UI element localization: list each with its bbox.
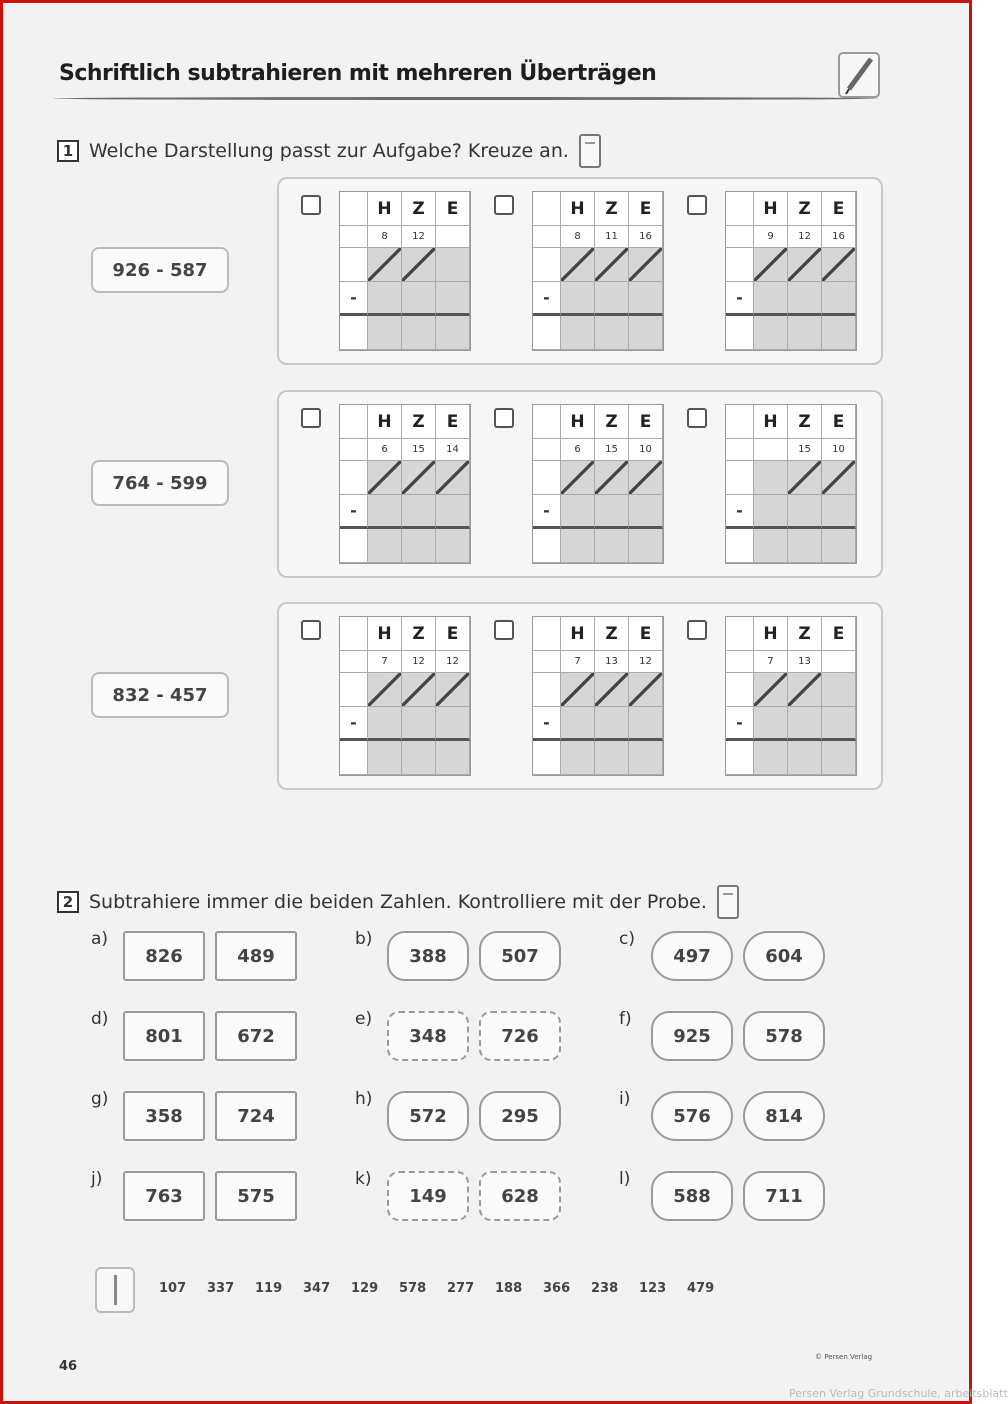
title-divider — [53, 97, 879, 100]
crossed-digit-cell — [402, 248, 436, 282]
grid-cell — [533, 529, 561, 563]
minus-sign: - — [533, 495, 561, 529]
number-card: 925 — [651, 1011, 733, 1061]
minus-sign: - — [726, 707, 754, 741]
carry-digit: 15 — [788, 439, 822, 461]
grid-cell — [726, 741, 754, 775]
worksheet-note-icon — [717, 885, 739, 919]
crossed-digit-cell — [561, 248, 595, 282]
result-cell — [595, 316, 629, 350]
number-card: 358 — [123, 1091, 205, 1141]
number-card: 572 — [387, 1091, 469, 1141]
crossed-digit-cell — [629, 248, 663, 282]
number-card: 578 — [743, 1011, 825, 1061]
digit-cell — [436, 495, 470, 529]
exercise-label: g) — [91, 1089, 109, 1109]
carry-digit: 16 — [629, 226, 663, 248]
carry-digit: 7 — [368, 651, 402, 673]
place-value-grid — [725, 616, 857, 776]
digit-cell — [754, 461, 788, 495]
exercise-label: i) — [619, 1089, 631, 1109]
exercise-label: c) — [619, 929, 635, 949]
result-cell — [629, 316, 663, 350]
carry-digit: 9 — [754, 226, 788, 248]
column-header: E — [629, 617, 663, 651]
result-cell — [788, 741, 822, 775]
crossed-digit-cell — [629, 673, 663, 707]
result-cell — [561, 316, 595, 350]
digit-cell — [754, 707, 788, 741]
carry-digit: 6 — [561, 439, 595, 461]
result-cell — [368, 741, 402, 775]
number-card: 489 — [215, 931, 297, 981]
crossed-digit-cell — [368, 461, 402, 495]
digit-cell — [368, 495, 402, 529]
exercise-label: j) — [91, 1169, 103, 1189]
carry-digit: 8 — [368, 226, 402, 248]
carry-digit: 16 — [822, 226, 856, 248]
crossed-digit-cell — [402, 673, 436, 707]
solution-number: 479 — [687, 1281, 715, 1296]
grid-cell — [726, 651, 754, 673]
pencil-icon — [837, 51, 881, 99]
solution-numbers — [159, 1281, 735, 1296]
column-header: H — [754, 405, 788, 439]
crossed-digit-cell — [788, 248, 822, 282]
number-card: 388 — [387, 931, 469, 981]
result-cell — [754, 741, 788, 775]
option-checkbox[interactable] — [687, 408, 707, 428]
solution-number: 188 — [495, 1281, 523, 1296]
grid-cell — [726, 673, 754, 707]
digit-cell — [595, 282, 629, 316]
expression-box: 764 - 599 — [91, 460, 229, 506]
result-cell — [561, 529, 595, 563]
grid-cell — [340, 741, 368, 775]
grid-cell — [340, 673, 368, 707]
digit-cell — [595, 707, 629, 741]
place-value-grid — [339, 616, 471, 776]
carry-digit: 13 — [595, 651, 629, 673]
result-cell — [436, 316, 470, 350]
task-1-number: 1 — [57, 140, 79, 162]
result-cell — [436, 741, 470, 775]
crossed-digit-cell — [561, 673, 595, 707]
grid-cell — [533, 439, 561, 461]
crossed-digit-cell — [629, 461, 663, 495]
digit-cell — [595, 495, 629, 529]
option-checkbox[interactable] — [301, 195, 321, 215]
crossed-digit-cell — [368, 248, 402, 282]
place-value-grid — [339, 191, 471, 351]
task-2-instruction: Subtrahiere immer die beiden Zahlen. Kontrolliere mit der Probe. — [89, 891, 707, 913]
digit-cell — [822, 495, 856, 529]
solution-number: 366 — [543, 1281, 571, 1296]
grid-cell — [533, 405, 561, 439]
solution-number: 578 — [399, 1281, 427, 1296]
column-header: E — [822, 405, 856, 439]
column-header: H — [561, 405, 595, 439]
exercise-label: a) — [91, 929, 109, 949]
crossed-digit-cell — [595, 248, 629, 282]
column-header: Z — [402, 405, 436, 439]
place-value-grid — [532, 191, 664, 351]
grid-cell — [340, 651, 368, 673]
column-header: H — [368, 405, 402, 439]
number-card: 295 — [479, 1091, 561, 1141]
exercise-label: b) — [355, 929, 373, 949]
minus-sign: - — [726, 495, 754, 529]
column-header: E — [629, 405, 663, 439]
column-header: E — [629, 192, 663, 226]
grid-cell — [726, 529, 754, 563]
expression-box: 832 - 457 — [91, 672, 229, 718]
exercise-label: e) — [355, 1009, 373, 1029]
place-value-grid — [339, 404, 471, 564]
column-header: Z — [788, 192, 822, 226]
crossed-digit-cell — [754, 248, 788, 282]
result-cell — [754, 316, 788, 350]
digit-cell — [822, 282, 856, 316]
option-checkbox[interactable] — [494, 408, 514, 428]
digit-cell — [402, 707, 436, 741]
digit-cell — [436, 282, 470, 316]
crossed-digit-cell — [402, 461, 436, 495]
option-checkbox[interactable] — [301, 620, 321, 640]
number-card: 348 — [387, 1011, 469, 1061]
solution-number: 337 — [207, 1281, 235, 1296]
publisher-credit: © Persen Verlag — [815, 1353, 873, 1361]
solution-number: 107 — [159, 1281, 187, 1296]
grid-cell — [533, 741, 561, 775]
grid-cell — [726, 617, 754, 651]
place-value-grid — [725, 404, 857, 564]
crossed-digit-cell — [595, 673, 629, 707]
grid-cell — [533, 673, 561, 707]
place-value-grid — [532, 616, 664, 776]
carry-digit — [754, 439, 788, 461]
digit-cell — [561, 707, 595, 741]
crossed-digit-cell — [788, 673, 822, 707]
digit-cell — [754, 495, 788, 529]
grid-cell — [340, 248, 368, 282]
exercise-label: k) — [355, 1169, 372, 1189]
grid-cell — [340, 226, 368, 248]
grid-cell — [340, 461, 368, 495]
minus-sign: - — [340, 282, 368, 316]
carry-digit: 13 — [788, 651, 822, 673]
page-title: Schriftlich subtrahieren mit mehreren Überträgen — [59, 61, 657, 86]
crossed-digit-cell — [822, 461, 856, 495]
grid-cell — [533, 316, 561, 350]
option-panel — [277, 390, 883, 578]
grid-cell — [533, 192, 561, 226]
minus-sign: - — [726, 282, 754, 316]
minus-sign: - — [340, 707, 368, 741]
result-cell — [754, 529, 788, 563]
grid-cell — [340, 617, 368, 651]
result-cell — [561, 741, 595, 775]
solution-number: 277 — [447, 1281, 475, 1296]
carry-digit: 6 — [368, 439, 402, 461]
number-card: 763 — [123, 1171, 205, 1221]
carry-digit: 15 — [402, 439, 436, 461]
number-card: 575 — [215, 1171, 297, 1221]
column-header: H — [561, 617, 595, 651]
digit-cell — [402, 282, 436, 316]
grid-cell — [726, 316, 754, 350]
crossed-digit-cell — [822, 248, 856, 282]
grid-cell — [726, 461, 754, 495]
exercise-label: d) — [91, 1009, 109, 1029]
grid-cell — [340, 439, 368, 461]
result-cell — [822, 316, 856, 350]
option-checkbox[interactable] — [687, 620, 707, 640]
worksheet-note-icon — [579, 134, 601, 168]
option-checkbox[interactable] — [494, 620, 514, 640]
grid-cell — [533, 248, 561, 282]
grid-cell — [340, 529, 368, 563]
column-header: Z — [595, 617, 629, 651]
result-cell — [595, 741, 629, 775]
task-2-number: 2 — [57, 891, 79, 913]
result-cell — [436, 529, 470, 563]
digit-cell — [754, 282, 788, 316]
exercise-label: f) — [619, 1009, 632, 1029]
solution-number: 238 — [591, 1281, 619, 1296]
solution-number: 123 — [639, 1281, 667, 1296]
column-header: E — [436, 405, 470, 439]
digit-cell — [822, 673, 856, 707]
grid-cell — [726, 405, 754, 439]
grid-cell — [533, 617, 561, 651]
carry-digit: 12 — [629, 651, 663, 673]
grid-cell — [340, 316, 368, 350]
place-value-grid — [725, 191, 857, 351]
option-checkbox[interactable] — [301, 408, 321, 428]
carry-digit: 7 — [561, 651, 595, 673]
number-card: 672 — [215, 1011, 297, 1061]
page-number: 46 — [59, 1359, 78, 1374]
carry-digit: 10 — [822, 439, 856, 461]
grid-cell — [726, 248, 754, 282]
crossed-digit-cell — [788, 461, 822, 495]
digit-cell — [436, 248, 470, 282]
column-header: H — [368, 192, 402, 226]
task-1-heading — [57, 134, 601, 168]
carry-digit: 10 — [629, 439, 663, 461]
carry-digit: 11 — [595, 226, 629, 248]
number-card: 149 — [387, 1171, 469, 1221]
column-header: E — [822, 192, 856, 226]
digit-cell — [822, 707, 856, 741]
digit-cell — [629, 707, 663, 741]
crossed-digit-cell — [561, 461, 595, 495]
number-card: 726 — [479, 1011, 561, 1061]
number-card: 604 — [743, 931, 825, 981]
digit-cell — [788, 707, 822, 741]
carry-digit — [822, 651, 856, 673]
number-card: 826 — [123, 931, 205, 981]
number-card: 724 — [215, 1091, 297, 1141]
solution-number: 347 — [303, 1281, 331, 1296]
minus-sign: - — [533, 282, 561, 316]
result-cell — [788, 316, 822, 350]
number-card: 576 — [651, 1091, 733, 1141]
grid-cell — [340, 192, 368, 226]
grid-cell — [533, 461, 561, 495]
crossed-digit-cell — [436, 673, 470, 707]
number-card: 507 — [479, 931, 561, 981]
exercise-label: h) — [355, 1089, 373, 1109]
option-checkbox[interactable] — [687, 195, 707, 215]
result-cell — [788, 529, 822, 563]
result-cell — [822, 741, 856, 775]
grid-cell — [726, 226, 754, 248]
carry-digit: 12 — [402, 651, 436, 673]
result-cell — [402, 529, 436, 563]
column-header: Z — [788, 617, 822, 651]
column-header: Z — [788, 405, 822, 439]
task-1-instruction: Welche Darstellung passt zur Aufgabe? Kreuze an. — [89, 140, 569, 162]
carry-digit: 12 — [436, 651, 470, 673]
digit-cell — [561, 282, 595, 316]
column-header: E — [822, 617, 856, 651]
digit-cell — [788, 495, 822, 529]
column-header: E — [436, 617, 470, 651]
result-cell — [368, 529, 402, 563]
number-card: 497 — [651, 931, 733, 981]
minus-sign: - — [340, 495, 368, 529]
grid-cell — [726, 439, 754, 461]
minus-sign: - — [533, 707, 561, 741]
carry-digit: 8 — [561, 226, 595, 248]
column-header: H — [754, 617, 788, 651]
option-panel — [277, 177, 883, 365]
solution-number: 119 — [255, 1281, 283, 1296]
column-header: H — [368, 617, 402, 651]
task-2-heading — [57, 885, 739, 919]
grid-cell — [340, 405, 368, 439]
number-card: 711 — [743, 1171, 825, 1221]
column-header: Z — [595, 192, 629, 226]
exercise-label: l) — [619, 1169, 631, 1189]
result-cell — [368, 316, 402, 350]
number-card: 628 — [479, 1171, 561, 1221]
result-cell — [629, 741, 663, 775]
result-cell — [402, 316, 436, 350]
column-header: H — [754, 192, 788, 226]
carry-digit: 7 — [754, 651, 788, 673]
solution-number: 129 — [351, 1281, 379, 1296]
column-header: H — [561, 192, 595, 226]
place-value-grid — [532, 404, 664, 564]
option-checkbox[interactable] — [494, 195, 514, 215]
result-cell — [402, 741, 436, 775]
result-cell — [595, 529, 629, 563]
expression-box: 926 - 587 — [91, 247, 229, 293]
grid-cell — [726, 192, 754, 226]
solutions-icon — [95, 1267, 135, 1313]
digit-cell — [436, 707, 470, 741]
column-header: Z — [595, 405, 629, 439]
number-card: 801 — [123, 1011, 205, 1061]
column-header: E — [436, 192, 470, 226]
digit-cell — [629, 495, 663, 529]
digit-cell — [629, 282, 663, 316]
crossed-digit-cell — [368, 673, 402, 707]
carry-digit: 12 — [788, 226, 822, 248]
column-header: Z — [402, 192, 436, 226]
digit-cell — [402, 495, 436, 529]
digit-cell — [368, 707, 402, 741]
digit-cell — [788, 282, 822, 316]
crossed-digit-cell — [754, 673, 788, 707]
grid-cell — [533, 651, 561, 673]
option-panel — [277, 602, 883, 790]
number-card: 814 — [743, 1091, 825, 1141]
watermark: Persen Verlag Grundschule, arbeitsblatt — [789, 1387, 1008, 1400]
carry-digit — [436, 226, 470, 248]
result-cell — [629, 529, 663, 563]
grid-cell — [533, 226, 561, 248]
carry-digit: 14 — [436, 439, 470, 461]
number-card: 588 — [651, 1171, 733, 1221]
digit-cell — [368, 282, 402, 316]
carry-digit: 15 — [595, 439, 629, 461]
digit-cell — [561, 495, 595, 529]
crossed-digit-cell — [595, 461, 629, 495]
column-header: Z — [402, 617, 436, 651]
result-cell — [822, 529, 856, 563]
carry-digit: 12 — [402, 226, 436, 248]
crossed-digit-cell — [436, 461, 470, 495]
